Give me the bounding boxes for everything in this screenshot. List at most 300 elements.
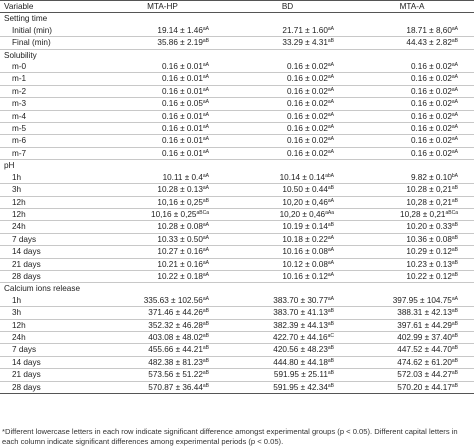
significance-letters: aA — [451, 62, 458, 69]
value-cell — [350, 356, 474, 368]
significance-letters: aA — [451, 124, 458, 131]
mean-sd-value: 0.16 ± 0.02 — [286, 124, 328, 134]
significance-letters: aA — [327, 25, 334, 32]
table-row — [0, 147, 474, 159]
mean-sd-value: 0.16 ± 0.05 — [161, 99, 203, 109]
mean-sd-value: 0.16 ± 0.02 — [286, 62, 328, 72]
value-cell — [100, 258, 225, 270]
significance-letters: aBCa — [445, 209, 458, 216]
row-label: m-2 — [0, 85, 100, 97]
value-cell — [225, 98, 350, 110]
significance-letters: aB — [202, 320, 209, 327]
significance-letters: aA — [327, 86, 334, 93]
significance-letters: aB — [327, 308, 334, 315]
row-label: 28 days — [0, 381, 100, 393]
value-cell — [350, 221, 474, 233]
significance-letters: aA — [202, 148, 209, 155]
significance-letters: aA — [451, 86, 458, 93]
significance-letters: aB — [202, 345, 209, 352]
mean-sd-value: 0.16 ± 0.02 — [410, 124, 452, 134]
mean-sd-value: 10.33 ± 0.50 — [157, 234, 203, 244]
mean-sd-value: 0.16 ± 0.02 — [410, 136, 452, 146]
mean-sd-value: 10.23 ± 0.13 — [406, 259, 452, 269]
mean-sd-value: 33.29 ± 4.31 — [282, 38, 328, 48]
value-cell — [350, 37, 474, 49]
mean-sd-value: 371.46 ± 44.26 — [148, 308, 203, 318]
significance-letters: aA — [202, 111, 209, 118]
significance-letters: aB — [202, 308, 209, 315]
row-label: Final (min) — [0, 37, 100, 49]
row-label: 12h — [0, 196, 100, 208]
row-label: 28 days — [0, 270, 100, 282]
value-cell — [100, 37, 225, 49]
value-cell — [350, 123, 474, 135]
value-cell — [350, 331, 474, 343]
significance-letters: aA — [202, 222, 209, 229]
significance-letters: aB — [327, 345, 334, 352]
mean-sd-value: 382.39 ± 44.13 — [273, 320, 328, 330]
mean-sd-value: 10.28 ± 0.13 — [157, 185, 203, 195]
value-cell — [100, 123, 225, 135]
mean-sd-value: 455.66 ± 44.21 — [148, 345, 203, 355]
row-label: 12h — [0, 319, 100, 331]
table-row — [0, 369, 474, 381]
significance-letters: aB — [202, 382, 209, 389]
row-label: m-5 — [0, 123, 100, 135]
value-cell — [100, 331, 225, 343]
row-label: 24h — [0, 221, 100, 233]
significance-letters: aB — [202, 357, 209, 364]
row-label: 21 days — [0, 258, 100, 270]
significance-letters: aA — [451, 99, 458, 106]
significance-letters: aB — [327, 185, 334, 192]
significance-letters: aA — [202, 234, 209, 241]
value-cell — [350, 73, 474, 85]
mean-sd-value: 10.21 ± 0.16 — [157, 259, 203, 269]
value-cell — [350, 319, 474, 331]
significance-letters: aA — [327, 259, 334, 266]
value-cell — [225, 25, 350, 37]
section-title: Setting time — [4, 14, 48, 24]
mean-sd-value: 447.52 ± 44.70 — [397, 345, 452, 355]
value-cell — [350, 258, 474, 270]
value-cell — [225, 123, 350, 135]
row-label: 7 days — [0, 344, 100, 356]
table-row — [0, 208, 474, 220]
table-row — [0, 233, 474, 245]
value-cell — [350, 196, 474, 208]
mean-sd-value: 573.56 ± 51.22 — [148, 370, 203, 380]
mean-sd-value: 10.19 ± 0.14 — [282, 222, 328, 232]
value-cell — [100, 147, 225, 159]
significance-letters: aB — [451, 382, 458, 389]
table-body — [0, 13, 474, 394]
value-cell — [350, 233, 474, 245]
value-cell — [100, 98, 225, 110]
mean-sd-value: 397.95 ± 104.75 — [392, 295, 452, 305]
mean-sd-value: 0.16 ± 0.02 — [286, 74, 328, 84]
table-row — [0, 98, 474, 110]
value-cell — [225, 110, 350, 122]
significance-letters: aB — [451, 38, 458, 45]
value-cell — [100, 319, 225, 331]
value-cell — [225, 258, 350, 270]
mean-sd-value: 403.08 ± 48.02 — [148, 332, 203, 342]
mean-sd-value: 0.16 ± 0.01 — [161, 124, 203, 134]
value-cell — [350, 381, 474, 393]
column-header-variable: Variable — [0, 1, 100, 13]
significance-letters: aB — [451, 197, 458, 204]
value-cell — [100, 381, 225, 393]
significance-letters: aA — [202, 99, 209, 106]
value-cell — [350, 61, 474, 73]
section-header-row — [0, 13, 474, 25]
value-cell — [350, 246, 474, 258]
mean-sd-value: 0.16 ± 0.02 — [286, 148, 328, 158]
table-row — [0, 73, 474, 85]
mean-sd-value: 10.12 ± 0.08 — [282, 259, 328, 269]
mean-sd-value: 591.95 ± 42.34 — [273, 382, 328, 392]
mean-sd-value: 10,28 ± 0,21 — [406, 197, 452, 207]
mean-sd-value: 10,16 ± 0,25 — [157, 197, 203, 207]
table-row — [0, 331, 474, 343]
value-cell — [100, 307, 225, 319]
significance-letters: aA — [451, 295, 458, 302]
significance-letters: aA — [451, 25, 458, 32]
significance-letters: aA — [202, 25, 209, 32]
significance-letters: aB — [451, 222, 458, 229]
mean-sd-value: 44.43 ± 2.82 — [406, 38, 452, 48]
value-cell — [100, 233, 225, 245]
significance-letters: bA — [451, 172, 458, 179]
mean-sd-value: 388.31 ± 42.13 — [397, 308, 452, 318]
mean-sd-value: 10.28 ± 0.08 — [157, 222, 203, 232]
significance-letters: aA — [202, 259, 209, 266]
significance-letters: aA — [202, 136, 209, 143]
significance-letters: aB — [327, 38, 334, 45]
row-label: 24h — [0, 331, 100, 343]
row-label: 14 days — [0, 356, 100, 368]
table-row — [0, 258, 474, 270]
significance-letters: aBCa — [196, 209, 209, 216]
value-cell — [225, 172, 350, 184]
mean-sd-value: 397.61 ± 44.29 — [397, 320, 452, 330]
significance-letters: aC — [327, 332, 334, 339]
value-cell — [100, 184, 225, 196]
row-label: m-4 — [0, 110, 100, 122]
value-cell — [350, 344, 474, 356]
value-cell — [350, 369, 474, 381]
table-row — [0, 344, 474, 356]
mean-sd-value: 35.86 ± 2.19 — [157, 38, 203, 48]
row-label: 21 days — [0, 369, 100, 381]
mean-sd-value: 10.11 ± 0.4 — [162, 172, 203, 182]
value-cell — [350, 98, 474, 110]
table-row — [0, 356, 474, 368]
significance-letters: aA — [202, 62, 209, 69]
value-cell — [225, 208, 350, 220]
significance-letters: aB — [451, 247, 458, 254]
table-row — [0, 196, 474, 208]
significance-letters: aB — [327, 320, 334, 327]
significance-letters: aA — [327, 62, 334, 69]
row-label: Initial (min) — [0, 25, 100, 37]
value-cell — [100, 61, 225, 73]
mean-sd-value: 10.28 ± 0,21 — [406, 185, 452, 195]
mean-sd-value: 0.16 ± 0.02 — [286, 111, 328, 121]
significance-letters: aA — [202, 247, 209, 254]
mean-sd-value: 10.16 ± 0.08 — [282, 247, 328, 257]
table-row — [0, 319, 474, 331]
mean-sd-value: 0.16 ± 0.02 — [286, 86, 328, 96]
significance-letters: aB — [202, 197, 209, 204]
value-cell — [225, 319, 350, 331]
value-cell — [225, 61, 350, 73]
value-cell — [100, 196, 225, 208]
significance-letters: aB — [451, 308, 458, 315]
significance-letters: aB — [327, 370, 334, 377]
value-cell — [100, 208, 225, 220]
value-cell — [225, 307, 350, 319]
column-header-mta-hp: MTA-HP — [100, 1, 225, 13]
table-row — [0, 270, 474, 282]
significance-letters: aA — [202, 185, 209, 192]
row-label: 7 days — [0, 233, 100, 245]
mean-sd-value: 0.16 ± 0.02 — [410, 62, 452, 72]
value-cell — [100, 246, 225, 258]
significance-letters: aB — [202, 332, 209, 339]
section-title: Solubility — [4, 50, 37, 60]
table-row — [0, 295, 474, 307]
significance-letters: aA — [202, 86, 209, 93]
significance-letters: aA — [327, 197, 334, 204]
significance-letters: aA — [451, 74, 458, 81]
mean-sd-value: 0.16 ± 0.01 — [161, 74, 203, 84]
significance-letters: aA — [327, 99, 334, 106]
column-header-mta-a: MTA-A — [350, 1, 474, 13]
section-title: Calcium ions release — [4, 284, 80, 294]
value-cell — [350, 184, 474, 196]
table-row — [0, 246, 474, 258]
mean-sd-value: 18.71 ± 8,60 — [406, 25, 452, 35]
mean-sd-value: 21.71 ± 1.60 — [282, 25, 328, 35]
significance-letters: aA — [327, 74, 334, 81]
mean-sd-value: 10,16 ± 0,25 — [151, 209, 197, 219]
column-header-bd: BD — [225, 1, 350, 13]
value-cell — [225, 356, 350, 368]
mean-sd-value: 422.70 ± 44.16 — [273, 332, 328, 342]
significance-letters: aA — [327, 124, 334, 131]
mean-sd-value: 591.95 ± 25.11 — [273, 370, 328, 380]
mean-sd-value: 10.22 ± 0.18 — [157, 271, 203, 281]
mean-sd-value: 10.27 ± 0.16 — [157, 247, 203, 257]
significance-letters: aB — [202, 370, 209, 377]
table-row — [0, 381, 474, 393]
table-row — [0, 25, 474, 37]
mean-sd-value: 572.03 ± 44.27 — [397, 370, 452, 380]
value-cell — [350, 270, 474, 282]
value-cell — [225, 344, 350, 356]
mean-sd-value: 420.56 ± 48.23 — [273, 345, 328, 355]
significance-letters: aA — [451, 136, 458, 143]
value-cell — [225, 246, 350, 258]
mean-sd-value: 0.16 ± 0.01 — [161, 136, 203, 146]
table-row — [0, 61, 474, 73]
row-label: 3h — [0, 307, 100, 319]
mean-sd-value: 0.16 ± 0.02 — [286, 99, 328, 109]
significance-letters: aA — [202, 172, 209, 179]
mean-sd-value: 0.16 ± 0.02 — [410, 86, 452, 96]
mean-sd-value: 0.16 ± 0.01 — [161, 148, 203, 158]
significance-letters: aB — [451, 259, 458, 266]
row-label: 1h — [0, 295, 100, 307]
value-cell — [225, 196, 350, 208]
value-cell — [225, 73, 350, 85]
table-footnote: *Different lowercase letters in each row indicate significant difference amongst experimental groups (p < 0.05). Different capital letters in each column indicate significant differences among experimental periods (p < 0.05). — [2, 427, 458, 446]
value-cell — [225, 331, 350, 343]
significance-letters: aAa — [325, 209, 334, 216]
table-row — [0, 172, 474, 184]
value-cell — [100, 85, 225, 97]
mean-sd-value: 402.99 ± 37.40 — [397, 332, 452, 342]
mean-sd-value: 0.16 ± 0.02 — [286, 136, 328, 146]
value-cell — [225, 184, 350, 196]
value-cell — [350, 110, 474, 122]
table-row — [0, 135, 474, 147]
significance-letters: aB — [327, 222, 334, 229]
section-header-row — [0, 283, 474, 295]
value-cell — [100, 172, 225, 184]
significance-letters: aA — [327, 111, 334, 118]
value-cell — [225, 85, 350, 97]
significance-letters: aA — [202, 295, 209, 302]
table-row — [0, 184, 474, 196]
row-label: m-3 — [0, 98, 100, 110]
value-cell — [100, 135, 225, 147]
value-cell — [350, 295, 474, 307]
significance-letters: aB — [451, 370, 458, 377]
mean-sd-value: 570.87 ± 36.44 — [148, 382, 203, 392]
value-cell — [100, 110, 225, 122]
mean-sd-value: 10.36 ± 0.08 — [406, 234, 452, 244]
value-cell — [225, 147, 350, 159]
value-cell — [100, 344, 225, 356]
row-label: m-1 — [0, 73, 100, 85]
value-cell — [100, 356, 225, 368]
significance-letters: aB — [327, 382, 334, 389]
significance-letters: aB — [327, 357, 334, 364]
mean-sd-value: 0.16 ± 0.02 — [410, 111, 452, 121]
value-cell — [225, 221, 350, 233]
significance-letters: aA — [202, 124, 209, 131]
table-row — [0, 123, 474, 135]
significance-letters: aA — [451, 111, 458, 118]
mean-sd-value: 10.20 ± 0.33 — [406, 222, 452, 232]
significance-letters: aB — [451, 185, 458, 192]
significance-letters: aA — [327, 148, 334, 155]
mean-sd-value: 10.50 ± 0.44 — [282, 185, 328, 195]
row-label: 12h — [0, 208, 100, 220]
mean-sd-value: 444.80 ± 44.18 — [273, 357, 328, 367]
table-row — [0, 85, 474, 97]
row-label: m-7 — [0, 147, 100, 159]
significance-letters: aB — [451, 234, 458, 241]
row-label: 1h — [0, 172, 100, 184]
significance-letters: aA — [202, 74, 209, 81]
mean-sd-value: 10.18 ± 0.22 — [282, 234, 328, 244]
significance-letters: abA — [325, 172, 334, 179]
header-row — [0, 1, 474, 13]
value-cell — [100, 73, 225, 85]
significance-letters: aA — [202, 271, 209, 278]
row-label: m-0 — [0, 61, 100, 73]
value-cell — [350, 135, 474, 147]
significance-letters: aA — [327, 295, 334, 302]
value-cell — [350, 147, 474, 159]
mean-sd-value: 474.62 ± 61.20 — [397, 357, 452, 367]
value-cell — [350, 208, 474, 220]
value-cell — [225, 37, 350, 49]
row-label: 14 days — [0, 246, 100, 258]
table-row — [0, 221, 474, 233]
mean-sd-value: 352.32 ± 46.28 — [148, 320, 203, 330]
significance-letters: aA — [327, 234, 334, 241]
mean-sd-value: 10,20 ± 0,46 — [282, 197, 328, 207]
value-cell — [225, 270, 350, 282]
significance-letters: aB — [451, 357, 458, 364]
significance-letters: aB — [202, 38, 209, 45]
value-cell — [225, 295, 350, 307]
mean-sd-value: 570.20 ± 44.17 — [397, 382, 452, 392]
mean-sd-value: 482.38 ± 81.23 — [148, 357, 203, 367]
value-cell — [350, 25, 474, 37]
row-label: m-6 — [0, 135, 100, 147]
mean-sd-value: 0.16 ± 0.01 — [161, 86, 203, 96]
table-row — [0, 37, 474, 49]
mean-sd-value: 10.14 ± 0.14 — [279, 172, 326, 182]
mean-sd-value: 383.70 ± 30.77 — [273, 295, 328, 305]
mean-sd-value: 10.22 ± 0.12 — [406, 271, 452, 281]
value-cell — [350, 172, 474, 184]
mean-sd-value: 19.14 ± 1.46 — [157, 25, 203, 35]
significance-letters: aB — [451, 271, 458, 278]
value-cell — [350, 307, 474, 319]
mean-sd-value: 10,20 ± 0,46 — [279, 209, 326, 219]
section-header-row — [0, 49, 474, 61]
value-cell — [100, 295, 225, 307]
mean-sd-value: 10.16 ± 0.12 — [282, 271, 328, 281]
table-row — [0, 307, 474, 319]
mean-sd-value: 10.29 ± 0.12 — [406, 247, 452, 257]
value-cell — [225, 233, 350, 245]
value-cell — [100, 270, 225, 282]
value-cell — [225, 135, 350, 147]
value-cell — [100, 25, 225, 37]
value-cell — [225, 369, 350, 381]
significance-letters: aB — [451, 345, 458, 352]
significance-letters: aA — [327, 271, 334, 278]
section-title: pH — [4, 161, 15, 171]
value-cell — [100, 369, 225, 381]
mean-sd-value: 0.16 ± 0.02 — [410, 74, 452, 84]
mean-sd-value: 335.63 ± 102.56 — [143, 295, 203, 305]
significance-letters: aA — [327, 136, 334, 143]
section-header-row — [0, 160, 474, 172]
significance-letters: aB — [451, 320, 458, 327]
mean-sd-value: 383.70 ± 41.13 — [273, 308, 328, 318]
mean-sd-value: 9.82 ± 0.10 — [410, 172, 452, 182]
significance-letters: aB — [451, 332, 458, 339]
